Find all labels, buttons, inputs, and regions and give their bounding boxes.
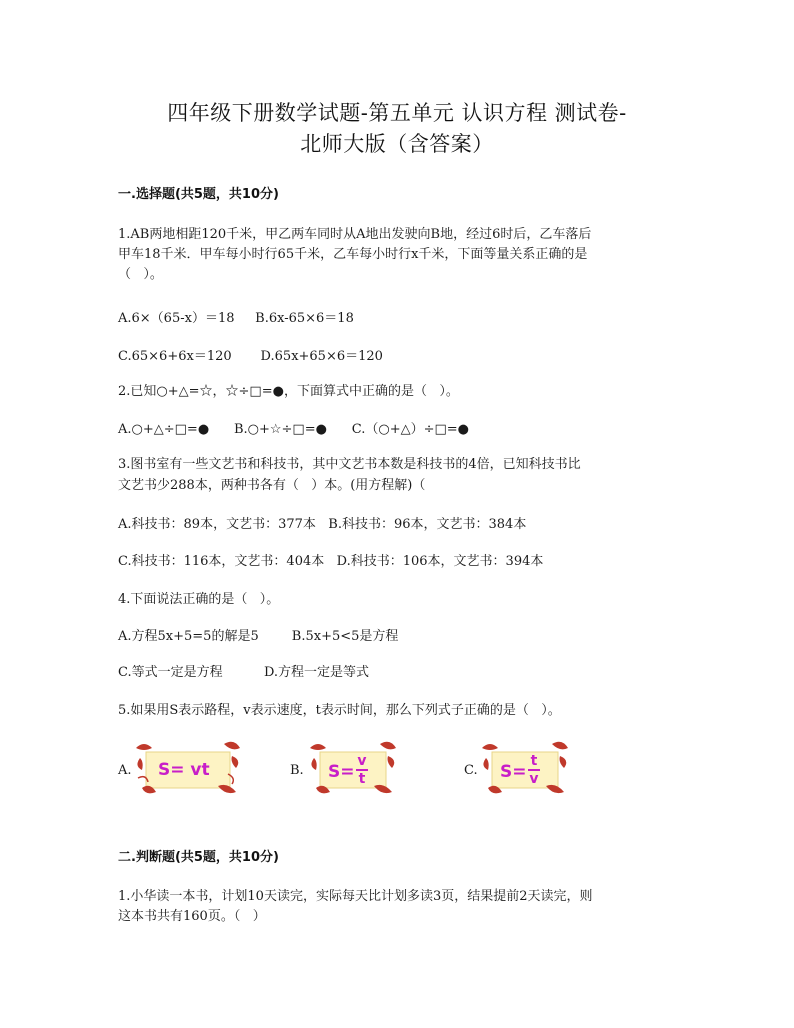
- document-title-line2: 北师大版（含答案）: [300, 132, 494, 156]
- q5-option-b-numerator: v: [357, 753, 367, 769]
- q3-options-row2: C.科技书：116本，文艺书：404本 D.科技书：106本，文艺书：394本: [118, 554, 544, 569]
- q1-options-row2: C.65×6+6x＝120 D.65x+65×6＝120: [118, 349, 383, 364]
- q5-option-c-fraction: [528, 754, 540, 786]
- q1-text-line1: 1.AB两地相距120千米，甲乙两车同时从A地出发驶向B地，经过6时后，乙车落后: [118, 227, 592, 242]
- document-title-line1: 四年级下册数学试题-第五单元 认识方程 测试卷-: [167, 101, 627, 125]
- q3-text-line1: 3.图书室有一些文艺书和科技书，其中文艺书本数是科技书的4倍，已知科技书比: [118, 457, 581, 472]
- q5-option-b-label: B.: [290, 763, 304, 778]
- q2-options: A.○+△÷□=● B.○+☆÷□=● C.（○+△）÷□=●: [118, 422, 469, 437]
- q3-text-line2: 文艺书少288本，两种书各有（ ）本。(用方程解)（: [118, 478, 426, 493]
- s2-q1-text-line2: 这本书共有160页。（ ）: [118, 909, 266, 924]
- q5-option-c-lhs: S=: [500, 762, 527, 782]
- q1-options-row1: A.6×（65-x）＝18 B.6x-65×6＝18: [118, 311, 354, 326]
- q3-options-row1: A.科技书：89本，文艺书：377本 B.科技书：96本，文艺书：384本: [118, 517, 527, 532]
- q4-text: 4.下面说法正确的是（ ）。: [118, 592, 280, 607]
- q5-option-b-lhs: S=: [328, 762, 355, 782]
- q5-option-a-formula: S= vt: [158, 760, 210, 780]
- q2-text: 2.已知○+△=☆，☆÷□=●，下面算式中正确的是（ ）。: [118, 384, 459, 399]
- q5-option-c-label: C.: [464, 763, 478, 778]
- q1-text-line2: 甲车18千米．甲车每小时行65千米，乙车每小时行x千米，下面等量关系正确的是: [118, 247, 588, 262]
- q5-option-a-card: [132, 738, 244, 800]
- q4-options-row1: A.方程5x+5=5的解是5 B.5x+5<5是方程: [118, 629, 399, 644]
- q5-option-c-numerator: t: [530, 753, 538, 769]
- q1-text-line3: （ ）。: [118, 267, 163, 282]
- q5-option-c-denominator: v: [529, 771, 539, 787]
- q5-option-a-label: A.: [118, 763, 132, 778]
- section-heading-choice: 一.选择题(共5题，共10分): [118, 187, 279, 202]
- section-heading-judgment: 二.判断题(共5题，共10分): [118, 850, 279, 865]
- q4-options-row2: C.等式一定是方程 D.方程一定是等式: [118, 665, 370, 680]
- s2-q1-text-line1: 1.小华读一本书，计划10天读完，实际每天比计划多读3页，结果提前2天读完，则: [118, 889, 593, 904]
- q5-option-b-denominator: t: [358, 771, 366, 787]
- q5-option-b-fraction: [356, 754, 368, 786]
- q5-option-c-card: [478, 738, 590, 800]
- q5-text: 5.如果用S表示路程，v表示速度，t表示时间，那么下列式子正确的是（ ）。: [118, 703, 561, 718]
- q5-option-b-card: [306, 738, 418, 800]
